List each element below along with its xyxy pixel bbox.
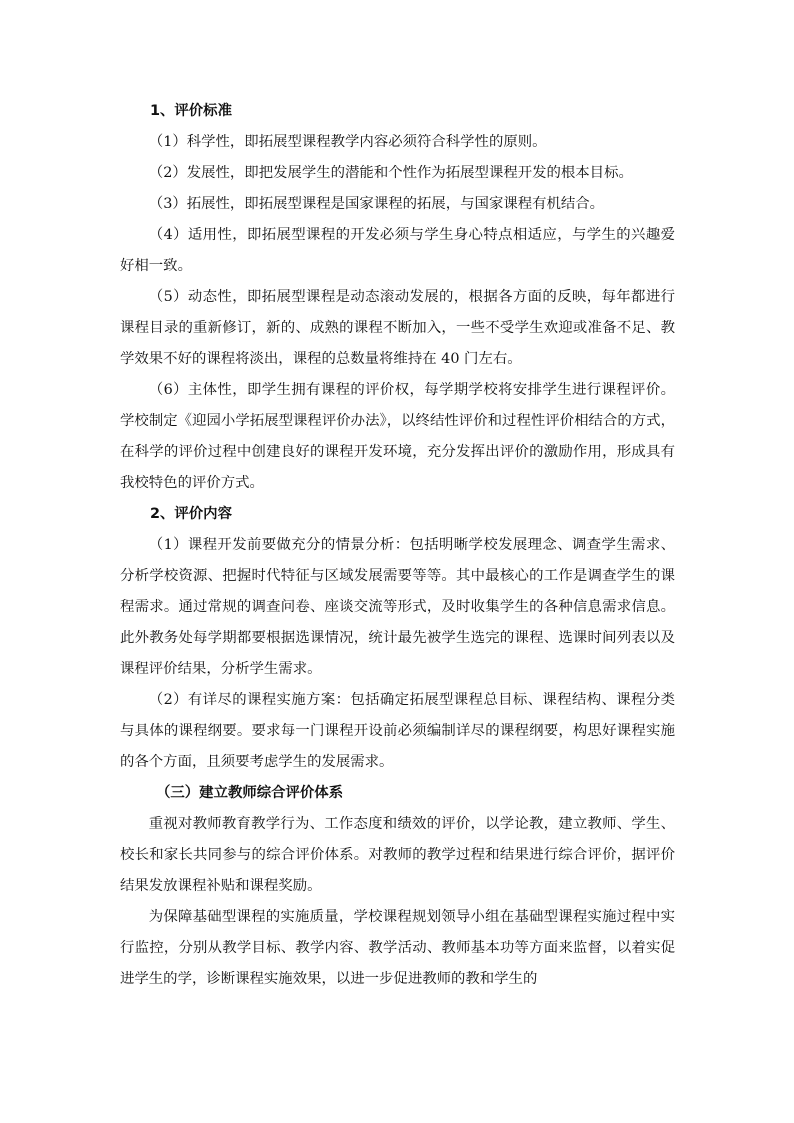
- document-body: [120, 96, 675, 995]
- paragraph-scientific: （1）科学性，即拓展型课程教学内容必须符合科学性的原则。: [148, 134, 547, 150]
- paragraph-applicability: （4）适用性，即拓展型课程的开发必须与学生身心特点相适应，与学生的兴趣爱好相一致。: [120, 227, 675, 274]
- section-heading-evaluation-content: 2、评价内容: [150, 506, 232, 522]
- paragraph-extension: （3）拓展性，即拓展型课程是国家课程的拓展，与国家课程有机结合。: [148, 196, 605, 212]
- paragraph-teacher-evaluation: 重视对教师教育教学行为、工作态度和绩效的评价，以学论教，建立教师、学生、校长和家长共同参与的综合评价体系。对教师的教学过程和结果进行综合评价，据评价结果发放课程补贴和课程奖励。: [120, 816, 675, 894]
- paragraph-dynamic: （5）动态性，即拓展型课程是动态滚动发展的，根据各方面的反映，每年都进行课程目录的重新修订，新的、成熟的课程不断加入，一些不受学生欢迎或准备不足、教学效果不好的课程将淡出，课程的总数量将维持在 40 门左右。: [120, 289, 675, 367]
- paragraph-implementation-plan: （2）有详尽的课程实施方案：包括确定拓展型课程总目标、课程结构、课程分类与具体的课程纲要。要求每一门课程开设前必须编制详尽的课程纲要，构思好课程实施的各个方面，且须要考虑学生的发展需求。: [120, 692, 675, 770]
- paragraph-subjectivity: （6）主体性，即学生拥有课程的评价权，每学期学校将安排学生进行课程评价。学校制定《迎园小学拓展型课程评价办法》，以终结性评价和过程性评价相结合的方式，在科学的评价过程中创建良好的课程开发环境，充分发挥出评价的激励作用，形成具有我校特色的评价方式。: [120, 382, 675, 491]
- paragraph-quality-assurance: 为保障基础型课程的实施质量，学校课程规划领导小组在基础型课程实施过程中实行监控，分别从教学目标、教学内容、教学活动、教师基本功等方面来监督，以着实促进学生的学，诊断课程实施效果，以进一步促进教师的教和学生的: [120, 909, 675, 987]
- paragraph-developmental: （2）发展性，即把发展学生的潜能和个性作为拓展型课程开发的根本目标。: [148, 165, 633, 181]
- section-heading-evaluation-criteria: 1、评价标准: [150, 103, 232, 119]
- section-heading-teacher-evaluation: （三）建立教师综合评价体系: [156, 785, 344, 801]
- paragraph-situation-analysis: （1）课程开发前要做充分的情景分析：包括明晰学校发展理念、调查学生需求、分析学校资源、把握时代特征与区域发展需要等等。其中最核心的工作是调查学生的课程需求。通过常规的调查问卷、座谈交流等形式，及时收集学生的各种信息需求信息。此外教务处每学期都要根据选课情况，统计最先被学生选完的课程、选课时间列表以及课程评价结果，分析学生需求。: [120, 537, 675, 677]
